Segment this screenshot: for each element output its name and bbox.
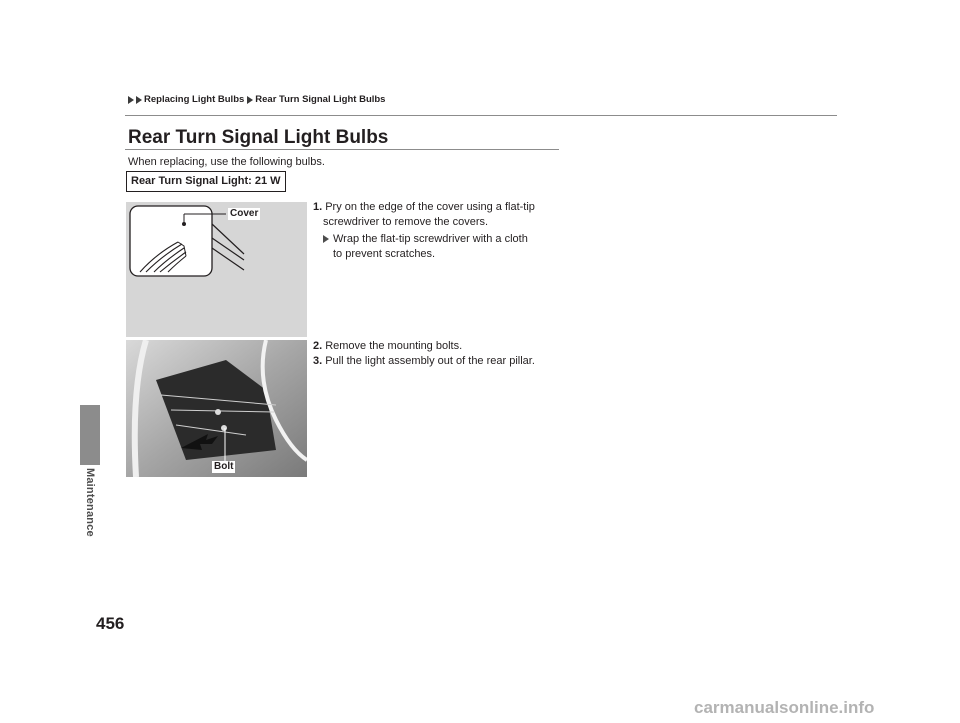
breadcrumb-arrow-icon — [128, 96, 134, 104]
watermark-label: carmanualsonline.info — [694, 698, 875, 717]
intro-text: When replacing, use the following bulbs. — [128, 156, 325, 168]
watermark-logo — [694, 696, 954, 718]
chapter-label: Maintenance — [84, 468, 96, 537]
chapter-tab — [80, 405, 100, 465]
bolt-callout: Bolt — [214, 461, 234, 472]
cover-callout: Cover — [230, 208, 259, 219]
step-number: 1. — [313, 201, 323, 213]
cover-illustration — [126, 202, 307, 337]
title-rule — [125, 149, 559, 150]
step-3: 3. Pull the light assembly out of the rear pillar. — [313, 355, 535, 367]
bulb-spec-box: Rear Turn Signal Light: 21 W — [126, 171, 286, 192]
breadcrumb-parent: Replacing Light Bulbs — [144, 94, 245, 105]
section-title: Rear Turn Signal Light Bulbs — [128, 127, 389, 148]
step-number: 3. — [313, 355, 323, 367]
breadcrumb-arrow-icon — [247, 96, 253, 104]
step-1: 1. Pry on the edge of the cover using a flat-tip screwdriver to remove the covers. — [313, 201, 535, 228]
step-number: 2. — [313, 340, 323, 352]
step-1-note: Wrap the flat-tip screwdriver with a cloth to prevent scratches. — [323, 232, 563, 262]
cover-drawing — [126, 202, 307, 337]
bolt-illustration — [126, 340, 307, 477]
breadcrumb — [128, 94, 385, 105]
header-rule — [125, 115, 837, 116]
step-2: 2. Remove the mounting bolts. — [313, 340, 463, 352]
bolt-drawing — [126, 340, 307, 477]
page-number: 456 — [96, 614, 125, 633]
breadcrumb-current: Rear Turn Signal Light Bulbs — [255, 94, 386, 105]
breadcrumb-arrow-icon — [136, 96, 142, 104]
watermark-text — [694, 696, 954, 718]
note-arrow-icon — [323, 235, 329, 243]
